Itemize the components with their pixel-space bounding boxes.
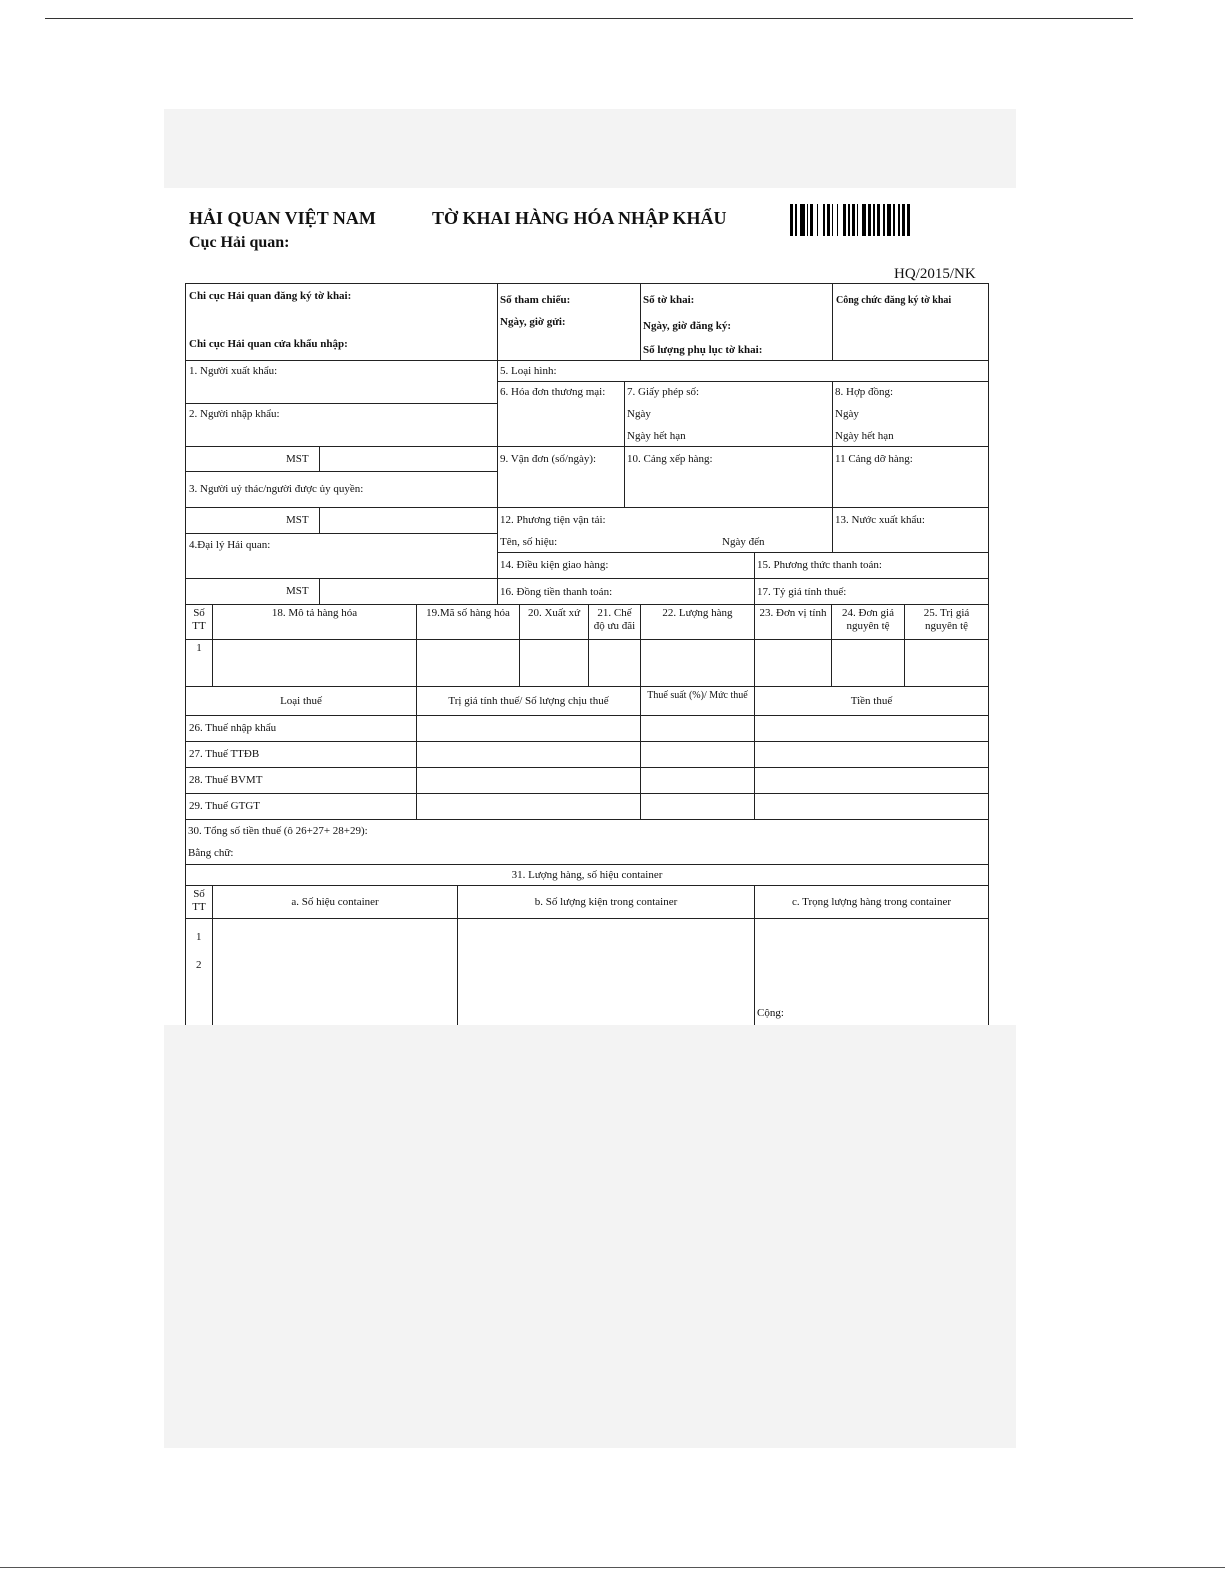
form-title: TỜ KHAI HÀNG HÓA NHẬP KHẨU (432, 208, 727, 228)
barcode-bar (852, 204, 855, 236)
barcode-bar (848, 204, 850, 236)
container-packages-input[interactable] (457, 918, 755, 1025)
registering-office-cell (185, 283, 498, 361)
goods-value-input[interactable] (904, 639, 989, 687)
agent-mst-label-cell (185, 578, 320, 605)
barcode-bar (832, 204, 834, 236)
barcode-bar (807, 204, 809, 236)
barcode-bar (877, 204, 880, 236)
exporter-label: 1. Người xuất khẩu: (189, 365, 278, 377)
goods-unit-header: 23. Đơn vị tính (754, 604, 832, 640)
goods-quantity-header: 22. Lượng hàng (640, 604, 755, 640)
tax-rate-header: Thuế suất (%)/ Mức thuế (640, 686, 755, 716)
barcode-bar (800, 204, 805, 236)
type-label: 5. Loại hình: (500, 365, 557, 377)
goods-value-header: 25. Trị giá nguyên tệ (904, 604, 989, 640)
goods-description-input[interactable] (212, 639, 417, 687)
barcode-bar (883, 204, 885, 236)
registered-datetime-label: Ngày, giờ đăng ký: (643, 320, 731, 332)
import-tax-base-input[interactable] (416, 715, 641, 742)
goods-preference-input[interactable] (588, 639, 641, 687)
goods-origin-input[interactable] (519, 639, 589, 687)
goods-preference-header: 21. Chế độ ưu đãi (588, 604, 641, 640)
top-rule (45, 18, 1133, 19)
barcode-bar (862, 204, 867, 236)
barcode-bar (893, 204, 895, 236)
vat-rate-input[interactable] (640, 793, 755, 820)
agent-mst-label: MST (286, 585, 309, 597)
permit-cell (624, 381, 833, 447)
import-tax-amount-input[interactable] (754, 715, 989, 742)
barcode-bar (795, 204, 797, 236)
department-label: Cục Hải quan: (189, 234, 290, 251)
goods-description-header: 18. Mô tả hàng hóa (212, 604, 417, 640)
container-section-title: 31. Lượng hàng, số hiệu container (185, 864, 989, 886)
container-row-numbers (185, 918, 213, 1025)
goods-unit-price-input[interactable] (831, 639, 905, 687)
transport-label: 12. Phương tiện vận tải: (500, 514, 606, 526)
container-row-1: 1 (196, 931, 202, 943)
bill-of-lading-label: 9. Vận đơn (số/ngày): (500, 453, 597, 465)
customs-agent-label: 4.Đại lý Hải quan: (189, 539, 271, 551)
authorized-mst-label-cell (185, 507, 320, 534)
barcode-bar (823, 204, 825, 236)
container-number-header: a. Số hiệu container (212, 885, 458, 919)
importer-mst-input[interactable] (319, 446, 498, 472)
total-in-words-label: Bằng chữ: (188, 847, 234, 859)
registering-office-label: Chi cục Hải quan đăng ký tờ khai: (189, 290, 352, 302)
environment-tax-amount-input[interactable] (754, 767, 989, 794)
payment-method-label: 15. Phương thức thanh toán: (757, 559, 882, 571)
goods-unit-input[interactable] (754, 639, 832, 687)
sent-datetime-label: Ngày, giờ gửi: (500, 316, 566, 328)
container-row-2: 2 (196, 959, 202, 971)
barcode-bar (843, 204, 846, 236)
container-number-input[interactable] (212, 918, 458, 1025)
special-tax-base-input[interactable] (416, 741, 641, 768)
environment-tax-base-input[interactable] (416, 767, 641, 794)
total-tax-cell (185, 819, 989, 865)
exchange-rate-cell (754, 578, 989, 605)
barcode (790, 204, 970, 236)
bill-of-lading-cell (497, 446, 625, 508)
goods-hs-code-input[interactable] (416, 639, 520, 687)
goods-hs-code-header: 19.Mã số hàng hóa (416, 604, 520, 640)
authorized-person-label: 3. Người uỷ thác/người được ủy quyền: (189, 483, 364, 495)
environment-tax-rate-input[interactable] (640, 767, 755, 794)
agent-mst-input[interactable] (319, 578, 498, 605)
exchange-rate-label: 17. Tỷ giá tính thuế: (757, 586, 847, 598)
barcode-bar (907, 204, 910, 236)
transport-cell (497, 507, 833, 553)
barcode-bar (887, 204, 892, 236)
unloading-port-cell (832, 446, 989, 508)
permit-expiry-label: Ngày hết hạn (627, 430, 686, 442)
tax-amount-header: Tiền thuế (754, 686, 989, 716)
vehicle-name-label: Tên, số hiệu: (500, 536, 558, 548)
barcode-bar (902, 204, 905, 236)
appendix-count-label: Số lượng phụ lục tờ khai: (643, 344, 763, 356)
barcode-bar (873, 204, 875, 236)
reference-cell (497, 283, 641, 361)
container-stt-header: Số TT (185, 885, 213, 919)
barcode-bar (817, 204, 819, 236)
goods-row-number: 1 (185, 639, 213, 687)
contract-expiry-label: Ngày hết hạn (835, 430, 894, 442)
exporter-cell (185, 360, 498, 404)
unloading-port-label: 11 Cảng dỡ hàng: (835, 453, 913, 465)
authorized-mst-input[interactable] (319, 507, 498, 534)
customs-agent-cell (185, 533, 498, 579)
contract-date-label: Ngày (835, 408, 859, 420)
payment-method-cell (754, 552, 989, 579)
agency-name: HẢI QUAN VIỆT NAM (189, 208, 376, 228)
barcode-bar (810, 204, 813, 236)
barcode-bar (857, 204, 859, 236)
barcode-bar (827, 204, 830, 236)
officer-cell (832, 283, 989, 361)
customs-declaration-form (164, 188, 1016, 1025)
delivery-terms-cell (497, 552, 755, 579)
invoice-label: 6. Hóa đơn thương mại: (500, 386, 606, 398)
importer-label: 2. Người nhập khẩu: (189, 408, 280, 420)
export-country-label: 13. Nước xuất khẩu: (835, 514, 925, 526)
authorized-person-cell (185, 471, 498, 508)
container-sum-label: Cộng: (757, 1007, 784, 1019)
goods-unit-price-header: 24. Đơn giá nguyên tệ (831, 604, 905, 640)
loading-port-label: 10. Cảng xếp hàng: (627, 453, 713, 465)
barcode-bar (790, 204, 793, 236)
contract-cell (832, 381, 989, 447)
contract-label: 8. Hợp đồng: (835, 386, 894, 398)
goods-quantity-input[interactable] (640, 639, 755, 687)
importer-mst-label: MST (286, 453, 309, 465)
export-country-cell (832, 507, 989, 553)
vat-label: 29. Thuế GTGT (185, 793, 417, 820)
currency-cell (497, 578, 755, 605)
barcode-bar (898, 204, 900, 236)
special-tax-rate-input[interactable] (640, 741, 755, 768)
reference-no-label: Số tham chiếu: (500, 294, 571, 306)
currency-label: 16. Đồng tiền thanh toán: (500, 586, 613, 598)
declaration-no-cell (640, 283, 833, 361)
importer-cell (185, 403, 498, 447)
special-tax-label: 27. Thuế TTĐB (185, 741, 417, 768)
authorized-mst-label: MST (286, 514, 309, 526)
import-tax-rate-input[interactable] (640, 715, 755, 742)
permit-label: 7. Giấy phép số: (627, 386, 700, 398)
loading-port-cell (624, 446, 833, 508)
vat-amount-input[interactable] (754, 793, 989, 820)
goods-stt-header: Số TT (185, 604, 213, 640)
officer-label: Công chức đăng ký tờ khai (836, 295, 952, 306)
type-cell (497, 360, 989, 382)
container-packages-header: b. Số lượng kiện trong container (457, 885, 755, 919)
permit-date-label: Ngày (627, 408, 651, 420)
delivery-terms-label: 14. Điều kiện giao hàng: (500, 559, 609, 571)
barcode-bar (868, 204, 871, 236)
special-tax-amount-input[interactable] (754, 741, 989, 768)
tax-type-header: Loại thuế (185, 686, 417, 716)
tax-base-header: Trị giá tính thuế/ Số lượng chịu thuế (416, 686, 641, 716)
total-tax-label: 30. Tổng số tiền thuế (ô 26+27+ 28+29): (188, 825, 368, 837)
container-weight-input[interactable] (754, 918, 989, 1025)
form-code: HQ/2015/NK (894, 266, 976, 282)
vat-base-input[interactable] (416, 793, 641, 820)
environment-tax-label: 28. Thuế BVMT (185, 767, 417, 794)
importer-mst-label-cell (185, 446, 320, 472)
declaration-no-label: Số tờ khai: (643, 294, 695, 306)
barcode-bar (837, 204, 839, 236)
invoice-cell (497, 381, 625, 447)
arrival-date-label: Ngày đến (722, 536, 765, 548)
border-office-label: Chi cục Hải quan cửa khẩu nhập: (189, 338, 348, 350)
import-tax-label: 26. Thuế nhập khẩu (185, 715, 417, 742)
goods-origin-header: 20. Xuất xứ (519, 604, 589, 640)
bottom-rule (0, 1567, 1225, 1568)
container-weight-header: c. Trọng lượng hàng trong container (754, 885, 989, 919)
